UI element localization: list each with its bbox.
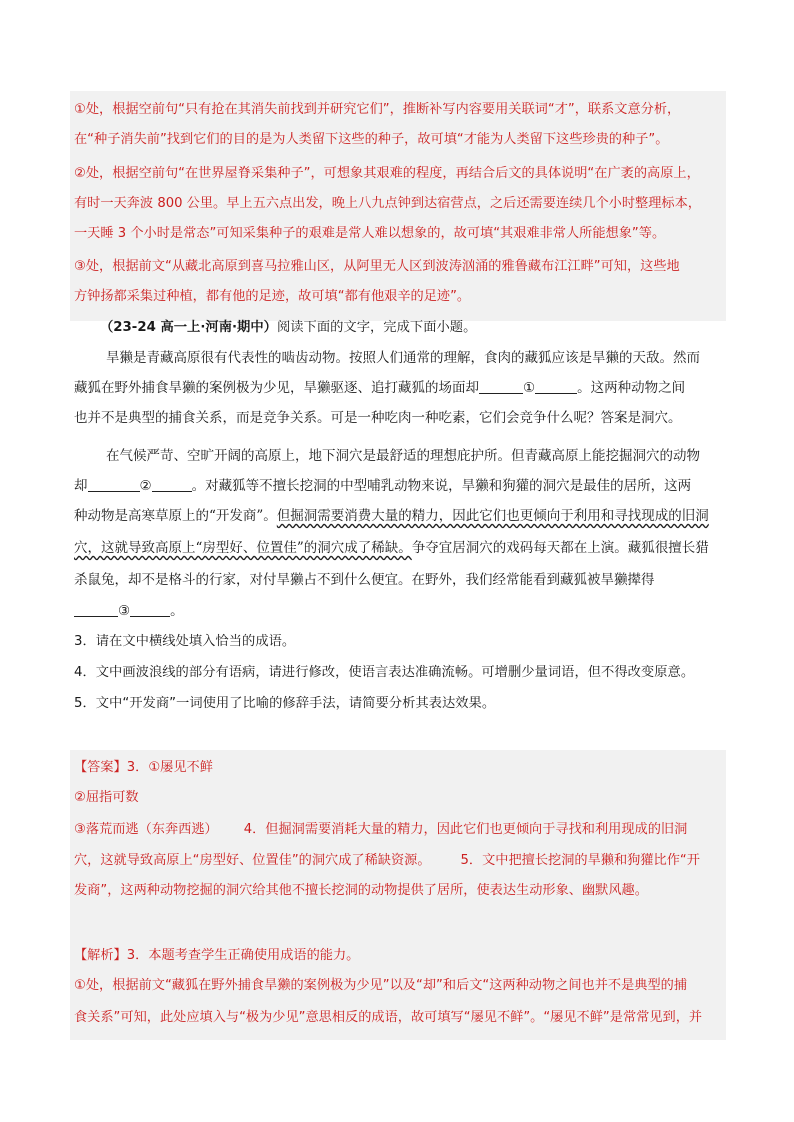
analysis-line-6: ③处，根据前文“从藏北高原到喜马拉雅山区，从阿里无人区到波涛汹涌的雅鲁藏布江江畔”可知，这些地	[74, 259, 680, 274]
passage-p2-line1: 在气候严苛、空旷开阔的高原上，地下洞穴是最舒适的理想庇护所。但青藏高原上能挖掘洞穴的动物	[106, 448, 700, 464]
passage-text: 。这两种动物之间	[577, 380, 686, 396]
analysis-line-1: ①处，根据空前句“只有抢在其消失前找到并研究它们”，推断补写内容要用关联词“才”，联系文意分析，	[74, 102, 681, 117]
passage-text: 。	[170, 603, 184, 619]
analysis-heading: 【解析】3．本题考查学生正确使用成语的能力。	[74, 948, 360, 963]
passage-text: 。对藏狐等不擅长挖洞的中型哺乳动物来说，旱獭和狗獾的洞穴是最佳的居所，这两	[191, 478, 692, 494]
answer-line-3	[74, 820, 687, 840]
analysis-line-7: 方钟扬都采集过种植，都有他的足迹，故可填“都有他艰辛的足迹”。	[74, 289, 471, 304]
analysis-line-2: 在“种子消失前”找到它们的目的是为人类留下这些的种子，故可填“才能为人类留下这些珍贵的种子”。	[74, 132, 669, 147]
answer-line-2: ②屈指可数	[74, 790, 139, 805]
answer-line-5: 发商”，这两种动物挖掘的洞穴给其他不擅长挖洞的动物提供了居所，使表达生动形象、幽默风趣。	[74, 883, 648, 898]
passage-text: 种动物是高寒草原上的“开发商”。	[74, 508, 277, 524]
analysis-line-5: 一天睡 3 个小时是常态”可知采集种子的艰难是常人难以想象的，故可填“其艰难非常人所能想象”等。	[74, 226, 666, 241]
wavy-underlined-text: 穴，这就导致高原上“房型好、位置佳”的洞穴成了稀缺。	[74, 540, 412, 556]
analysis-line-4: 有时一天奔波 800 公里。早上五六点出发，晚上八九点钟到达宿营点，之后还需要连续几个小时整理标本，	[74, 196, 701, 211]
question-5: 5．文中“开发商”一词使用了比喻的修辞手法，请简要分析其表达效果。	[74, 696, 496, 711]
passage-p1-line2	[74, 378, 685, 398]
blank-line	[479, 379, 523, 394]
answer-text: 穴，这就导致高原上“房型好、位置佳”的洞穴成了稀缺资源。	[74, 853, 431, 868]
passage-text: 争夺宜居洞穴的戏码每天都在上演。藏狐很擅长猎	[411, 540, 709, 556]
passage-p2-line6	[74, 601, 184, 621]
passage-p1-line1: 旱獭是青藏高原很有代表性的啮齿动物。按照人们通常的理解，食肉的藏狐应该是旱獭的天敌。然而	[106, 350, 700, 366]
blank-line	[130, 602, 170, 617]
answer-text: 4．但掘洞需要消耗大量的精力，因此它们也更倾向于寻找和利用现成的旧洞	[243, 822, 688, 837]
answer-text: 5．文中把擅长挖洞的旱獭和狗獾比作“开	[460, 853, 700, 868]
passage-p2-line3	[74, 506, 709, 526]
passage-text: 藏狐在野外捕食旱獭的案例极为少见，旱獭驱逐、追打藏狐的场面却	[74, 380, 479, 396]
passage-p2-line4	[74, 538, 709, 558]
wavy-underlined-text: 但掘洞需要消费大量的精力，因此它们也更倾向于利用和寻找现成的旧洞	[276, 508, 709, 524]
blank-line	[88, 477, 140, 492]
passage-source: （23-24 高一上·河南·期中）	[100, 320, 277, 335]
question-3: 3．请在文中横线处填入恰当的成语。	[74, 634, 296, 649]
passage-intro: 阅读下面的文字，完成下面小题。	[276, 320, 477, 335]
blank-line	[74, 602, 118, 617]
passage-p2-line5: 杀鼠兔，却不是格斗的行家，对付旱獭占不到什么便宜。在野外，我们经常能看到藏狐被旱獭撵得	[74, 572, 655, 588]
blank-marker-1: ①	[523, 380, 536, 396]
blank-line	[535, 379, 577, 394]
analysis-line-b2: ①处，根据前文“藏狐在野外捕食旱獭的案例极为少见”以及“却”和后文“这两种动物之间也并不是典型的捕	[74, 978, 688, 993]
analysis-line-3: ②处，根据空前句“在世界屋脊采集种子”，可想象其艰难的程度，再结合后文的具体说明“在广袤的高原上，	[74, 166, 700, 181]
passage-text: 却	[74, 478, 88, 494]
passage-p2-line2	[74, 476, 691, 496]
passage-header	[100, 318, 476, 338]
analysis-line-b3: 食关系”可知，此处应填入与“极为少见”意思相反的成语，故可填写“屡见不鲜”。“屡见不鲜”是常常见到，并	[74, 1010, 703, 1025]
blank-line	[152, 477, 192, 492]
answer-line-1: 【答案】3．①屡见不鲜	[74, 760, 213, 775]
answer-text: ③落荒而逃（东奔西逃）	[74, 822, 218, 837]
answer-line-4	[74, 851, 700, 871]
passage-p1-line3: 也并不是典型的捕食关系，而是竞争关系。可是一种吃肉一种吃素，它们会竞争什么呢？答案是洞穴。	[74, 410, 682, 426]
blank-marker-2: ②	[139, 478, 152, 494]
question-4: 4．文中画波浪线的部分有语病，请进行修改，使语言表达准确流畅。可增删少量词语，但不得改变原意。	[74, 665, 695, 680]
blank-marker-3: ③	[118, 603, 131, 619]
